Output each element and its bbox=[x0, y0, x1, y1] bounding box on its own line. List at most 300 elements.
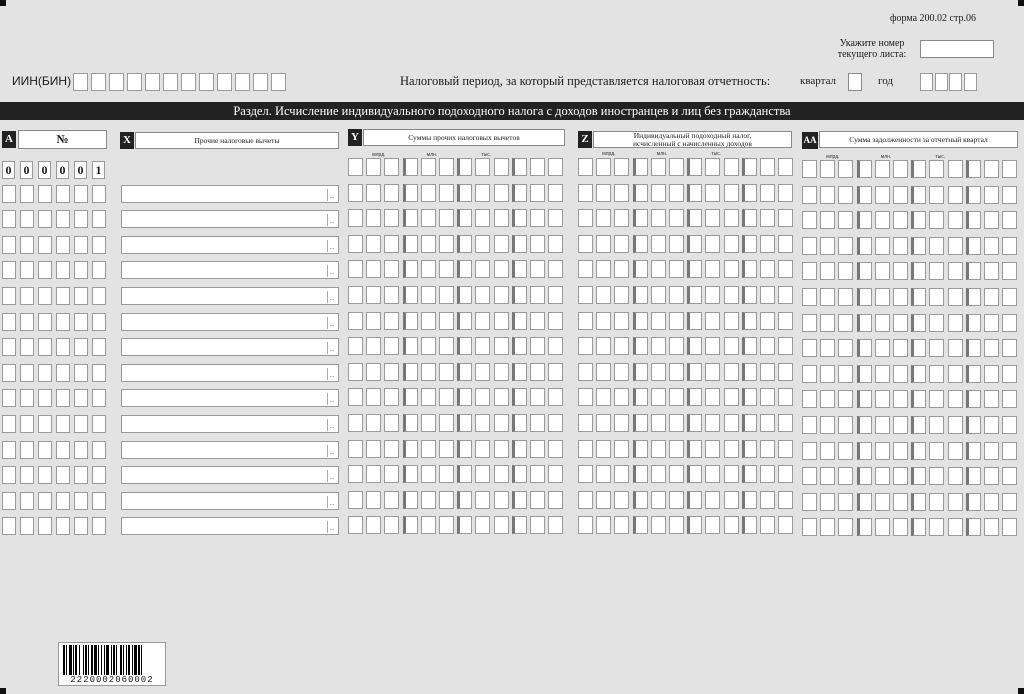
col-aa-digit-cell[interactable] bbox=[948, 416, 963, 434]
row-number-cell[interactable] bbox=[20, 492, 34, 510]
row-number-cell[interactable] bbox=[38, 441, 52, 459]
col-z-digit-cell[interactable] bbox=[705, 260, 720, 278]
col-aa-digit-cell[interactable] bbox=[911, 518, 926, 536]
col-aa-digit-cell[interactable] bbox=[1002, 211, 1017, 229]
col-aa-digit-cell[interactable] bbox=[911, 160, 926, 178]
col-aa-digit-cell[interactable] bbox=[966, 416, 981, 434]
col-z-digit-cell[interactable] bbox=[705, 388, 720, 406]
col-y-digit-cell[interactable] bbox=[421, 440, 436, 458]
row-number-cell[interactable] bbox=[2, 364, 16, 382]
col-z-digit-cell[interactable] bbox=[578, 184, 593, 202]
col-z-digit-cell[interactable] bbox=[669, 414, 684, 432]
col-z-digit-cell[interactable] bbox=[578, 337, 593, 355]
col-y-digit-cell[interactable] bbox=[512, 491, 527, 509]
col-y-digit-cell[interactable] bbox=[403, 209, 418, 227]
col-z-digit-cell[interactable] bbox=[687, 209, 702, 227]
col-aa-digit-cell[interactable] bbox=[948, 288, 963, 306]
col-y-digit-cell[interactable] bbox=[348, 516, 363, 534]
row-number-cell[interactable] bbox=[2, 415, 16, 433]
x-field-dropdown-icon[interactable]: ... bbox=[327, 265, 336, 277]
col-z-digit-cell[interactable] bbox=[633, 337, 648, 355]
col-aa-digit-cell[interactable] bbox=[1002, 339, 1017, 357]
col-aa-digit-cell[interactable] bbox=[984, 442, 999, 460]
col-y-digit-cell[interactable] bbox=[494, 158, 509, 176]
col-z-digit-cell[interactable] bbox=[760, 516, 775, 534]
col-aa-digit-cell[interactable] bbox=[984, 416, 999, 434]
col-z-digit-cell[interactable] bbox=[724, 491, 739, 509]
col-z-digit-cell[interactable] bbox=[614, 414, 629, 432]
col-z-digit-cell[interactable] bbox=[633, 286, 648, 304]
col-y-digit-cell[interactable] bbox=[494, 516, 509, 534]
col-z-digit-cell[interactable] bbox=[633, 465, 648, 483]
col-z-digit-cell[interactable] bbox=[778, 516, 793, 534]
col-aa-digit-cell[interactable] bbox=[1002, 390, 1017, 408]
x-deduction-field[interactable] bbox=[121, 338, 339, 356]
col-aa-digit-cell[interactable] bbox=[820, 160, 835, 178]
col-z-digit-cell[interactable] bbox=[633, 491, 648, 509]
col-z-digit-cell[interactable] bbox=[669, 440, 684, 458]
year-digit-cell[interactable] bbox=[935, 73, 948, 91]
col-aa-digit-cell[interactable] bbox=[984, 288, 999, 306]
col-z-digit-cell[interactable] bbox=[724, 260, 739, 278]
row-number-cell[interactable] bbox=[20, 441, 34, 459]
row-number-cell[interactable] bbox=[92, 364, 106, 382]
col-z-digit-cell[interactable] bbox=[651, 158, 666, 176]
col-y-digit-cell[interactable] bbox=[439, 235, 454, 253]
col-z-digit-cell[interactable] bbox=[760, 286, 775, 304]
col-z-digit-cell[interactable] bbox=[578, 260, 593, 278]
col-aa-digit-cell[interactable] bbox=[893, 467, 908, 485]
col-aa-digit-cell[interactable] bbox=[875, 160, 890, 178]
col-z-digit-cell[interactable] bbox=[778, 388, 793, 406]
col-z-digit-cell[interactable] bbox=[724, 363, 739, 381]
x-field-dropdown-icon[interactable]: ... bbox=[327, 393, 336, 405]
row-number-cell[interactable] bbox=[56, 517, 70, 535]
row-number-cell[interactable] bbox=[38, 338, 52, 356]
x-deduction-field[interactable] bbox=[121, 364, 339, 382]
row-number-cell[interactable] bbox=[56, 313, 70, 331]
row-number-cell[interactable] bbox=[38, 415, 52, 433]
col-y-digit-cell[interactable] bbox=[384, 388, 399, 406]
quarter-input[interactable] bbox=[848, 73, 862, 91]
col-y-digit-cell[interactable] bbox=[548, 440, 563, 458]
col-y-digit-cell[interactable] bbox=[403, 235, 418, 253]
col-y-digit-cell[interactable] bbox=[512, 414, 527, 432]
row-number-cell[interactable] bbox=[92, 441, 106, 459]
col-y-digit-cell[interactable] bbox=[384, 235, 399, 253]
col-aa-digit-cell[interactable] bbox=[820, 186, 835, 204]
col-y-digit-cell[interactable] bbox=[366, 440, 381, 458]
col-aa-digit-cell[interactable] bbox=[838, 211, 853, 229]
col-z-digit-cell[interactable] bbox=[742, 516, 757, 534]
col-y-digit-cell[interactable] bbox=[494, 465, 509, 483]
col-z-digit-cell[interactable] bbox=[633, 516, 648, 534]
col-aa-digit-cell[interactable] bbox=[802, 416, 817, 434]
col-aa-digit-cell[interactable] bbox=[984, 314, 999, 332]
col-y-digit-cell[interactable] bbox=[548, 235, 563, 253]
col-y-digit-cell[interactable] bbox=[421, 516, 436, 534]
col-y-digit-cell[interactable] bbox=[457, 209, 472, 227]
col-y-digit-cell[interactable] bbox=[548, 158, 563, 176]
col-z-digit-cell[interactable] bbox=[651, 491, 666, 509]
col-z-digit-cell[interactable] bbox=[614, 337, 629, 355]
col-aa-digit-cell[interactable] bbox=[911, 493, 926, 511]
col-aa-digit-cell[interactable] bbox=[893, 442, 908, 460]
col-y-digit-cell[interactable] bbox=[348, 184, 363, 202]
col-y-digit-cell[interactable] bbox=[548, 209, 563, 227]
col-y-digit-cell[interactable] bbox=[439, 388, 454, 406]
col-aa-digit-cell[interactable] bbox=[984, 390, 999, 408]
col-aa-digit-cell[interactable] bbox=[929, 442, 944, 460]
col-y-digit-cell[interactable] bbox=[530, 158, 545, 176]
col-y-digit-cell[interactable] bbox=[403, 491, 418, 509]
row-number-cell[interactable] bbox=[2, 313, 16, 331]
col-y-digit-cell[interactable] bbox=[421, 209, 436, 227]
x-deduction-field[interactable] bbox=[121, 415, 339, 433]
col-z-digit-cell[interactable] bbox=[760, 209, 775, 227]
row-number-cell[interactable] bbox=[56, 185, 70, 203]
x-field-dropdown-icon[interactable]: ... bbox=[327, 470, 336, 482]
col-aa-digit-cell[interactable] bbox=[893, 160, 908, 178]
col-y-digit-cell[interactable] bbox=[403, 465, 418, 483]
row-number-cell[interactable] bbox=[38, 210, 52, 228]
col-y-digit-cell[interactable] bbox=[348, 465, 363, 483]
col-z-digit-cell[interactable] bbox=[760, 491, 775, 509]
row-number-cell[interactable] bbox=[74, 415, 88, 433]
col-y-digit-cell[interactable] bbox=[512, 440, 527, 458]
x-deduction-field[interactable] bbox=[121, 261, 339, 279]
col-y-digit-cell[interactable] bbox=[457, 465, 472, 483]
row-number-cell[interactable] bbox=[20, 389, 34, 407]
col-z-digit-cell[interactable] bbox=[705, 491, 720, 509]
col-aa-digit-cell[interactable] bbox=[984, 211, 999, 229]
col-z-digit-cell[interactable] bbox=[760, 312, 775, 330]
col-aa-digit-cell[interactable] bbox=[838, 186, 853, 204]
col-z-digit-cell[interactable] bbox=[760, 235, 775, 253]
col-aa-digit-cell[interactable] bbox=[966, 186, 981, 204]
col-aa-digit-cell[interactable] bbox=[1002, 288, 1017, 306]
col-aa-digit-cell[interactable] bbox=[820, 339, 835, 357]
col-y-digit-cell[interactable] bbox=[439, 491, 454, 509]
col-aa-digit-cell[interactable] bbox=[802, 160, 817, 178]
col-aa-digit-cell[interactable] bbox=[857, 186, 872, 204]
col-y-digit-cell[interactable] bbox=[403, 184, 418, 202]
col-z-digit-cell[interactable] bbox=[760, 337, 775, 355]
col-aa-digit-cell[interactable] bbox=[1002, 237, 1017, 255]
col-y-digit-cell[interactable] bbox=[403, 312, 418, 330]
x-field-dropdown-icon[interactable]: ... bbox=[327, 521, 336, 533]
col-y-digit-cell[interactable] bbox=[384, 363, 399, 381]
col-y-digit-cell[interactable] bbox=[403, 388, 418, 406]
col-aa-digit-cell[interactable] bbox=[857, 390, 872, 408]
col-y-digit-cell[interactable] bbox=[457, 516, 472, 534]
col-z-digit-cell[interactable] bbox=[651, 363, 666, 381]
col-aa-digit-cell[interactable] bbox=[820, 518, 835, 536]
row-number-cell[interactable] bbox=[92, 210, 106, 228]
col-z-digit-cell[interactable] bbox=[742, 158, 757, 176]
row-number-cell[interactable] bbox=[2, 466, 16, 484]
col-aa-digit-cell[interactable] bbox=[1002, 467, 1017, 485]
col-aa-digit-cell[interactable] bbox=[893, 493, 908, 511]
col-y-digit-cell[interactable] bbox=[421, 158, 436, 176]
row-number-cell[interactable] bbox=[92, 415, 106, 433]
col-y-digit-cell[interactable] bbox=[530, 414, 545, 432]
col-z-digit-cell[interactable] bbox=[778, 286, 793, 304]
col-z-digit-cell[interactable] bbox=[742, 235, 757, 253]
x-deduction-field[interactable] bbox=[121, 185, 339, 203]
col-aa-digit-cell[interactable] bbox=[911, 467, 926, 485]
col-y-digit-cell[interactable] bbox=[439, 312, 454, 330]
row-number-cell[interactable] bbox=[38, 364, 52, 382]
col-z-digit-cell[interactable] bbox=[614, 363, 629, 381]
col-y-digit-cell[interactable] bbox=[494, 414, 509, 432]
col-aa-digit-cell[interactable] bbox=[857, 467, 872, 485]
row-number-cell[interactable] bbox=[38, 287, 52, 305]
col-aa-digit-cell[interactable] bbox=[875, 518, 890, 536]
col-z-digit-cell[interactable] bbox=[614, 260, 629, 278]
col-y-digit-cell[interactable] bbox=[512, 312, 527, 330]
col-z-digit-cell[interactable] bbox=[760, 363, 775, 381]
iin-digit-cell[interactable] bbox=[73, 73, 88, 91]
col-z-digit-cell[interactable] bbox=[614, 440, 629, 458]
col-y-digit-cell[interactable] bbox=[457, 312, 472, 330]
row-number-cell[interactable] bbox=[2, 261, 16, 279]
col-z-digit-cell[interactable] bbox=[578, 465, 593, 483]
col-y-digit-cell[interactable] bbox=[494, 209, 509, 227]
col-z-digit-cell[interactable] bbox=[724, 388, 739, 406]
col-y-digit-cell[interactable] bbox=[384, 337, 399, 355]
col-aa-digit-cell[interactable] bbox=[1002, 442, 1017, 460]
col-aa-digit-cell[interactable] bbox=[857, 493, 872, 511]
col-y-digit-cell[interactable] bbox=[548, 184, 563, 202]
col-z-digit-cell[interactable] bbox=[633, 414, 648, 432]
col-z-digit-cell[interactable] bbox=[687, 235, 702, 253]
col-aa-digit-cell[interactable] bbox=[948, 160, 963, 178]
col-aa-digit-cell[interactable] bbox=[929, 160, 944, 178]
col-z-digit-cell[interactable] bbox=[778, 414, 793, 432]
col-y-digit-cell[interactable] bbox=[439, 465, 454, 483]
col-z-digit-cell[interactable] bbox=[669, 491, 684, 509]
x-field-dropdown-icon[interactable]: ... bbox=[327, 368, 336, 380]
col-z-digit-cell[interactable] bbox=[742, 414, 757, 432]
col-aa-digit-cell[interactable] bbox=[966, 262, 981, 280]
col-z-digit-cell[interactable] bbox=[596, 491, 611, 509]
col-y-digit-cell[interactable] bbox=[457, 363, 472, 381]
col-y-digit-cell[interactable] bbox=[366, 491, 381, 509]
col-y-digit-cell[interactable] bbox=[384, 465, 399, 483]
col-y-digit-cell[interactable] bbox=[530, 312, 545, 330]
row-number-cell[interactable] bbox=[92, 389, 106, 407]
col-aa-digit-cell[interactable] bbox=[893, 262, 908, 280]
col-y-digit-cell[interactable] bbox=[384, 260, 399, 278]
col-y-digit-cell[interactable] bbox=[457, 337, 472, 355]
col-z-digit-cell[interactable] bbox=[778, 465, 793, 483]
col-z-digit-cell[interactable] bbox=[614, 286, 629, 304]
col-y-digit-cell[interactable] bbox=[403, 158, 418, 176]
col-z-digit-cell[interactable] bbox=[651, 235, 666, 253]
col-aa-digit-cell[interactable] bbox=[893, 314, 908, 332]
row-number-cell[interactable] bbox=[92, 492, 106, 510]
col-y-digit-cell[interactable] bbox=[475, 440, 490, 458]
col-z-digit-cell[interactable] bbox=[651, 337, 666, 355]
col-y-digit-cell[interactable] bbox=[512, 260, 527, 278]
col-aa-digit-cell[interactable] bbox=[875, 237, 890, 255]
col-y-digit-cell[interactable] bbox=[421, 260, 436, 278]
col-y-digit-cell[interactable] bbox=[348, 158, 363, 176]
iin-digit-cell[interactable] bbox=[217, 73, 232, 91]
col-y-digit-cell[interactable] bbox=[439, 286, 454, 304]
col-z-digit-cell[interactable] bbox=[596, 414, 611, 432]
col-y-digit-cell[interactable] bbox=[439, 363, 454, 381]
row-number-cell[interactable] bbox=[38, 185, 52, 203]
col-aa-digit-cell[interactable] bbox=[966, 442, 981, 460]
col-y-digit-cell[interactable] bbox=[384, 312, 399, 330]
col-y-digit-cell[interactable] bbox=[366, 286, 381, 304]
col-aa-digit-cell[interactable] bbox=[929, 467, 944, 485]
col-y-digit-cell[interactable] bbox=[403, 414, 418, 432]
col-aa-digit-cell[interactable] bbox=[893, 211, 908, 229]
row-number-cell[interactable] bbox=[20, 185, 34, 203]
col-y-digit-cell[interactable] bbox=[439, 440, 454, 458]
col-y-digit-cell[interactable] bbox=[366, 388, 381, 406]
col-z-digit-cell[interactable] bbox=[633, 235, 648, 253]
x-field-dropdown-icon[interactable]: ... bbox=[327, 342, 336, 354]
col-y-digit-cell[interactable] bbox=[512, 465, 527, 483]
row-number-cell[interactable] bbox=[56, 261, 70, 279]
col-y-digit-cell[interactable] bbox=[348, 414, 363, 432]
col-z-digit-cell[interactable] bbox=[760, 184, 775, 202]
col-y-digit-cell[interactable] bbox=[530, 286, 545, 304]
col-aa-digit-cell[interactable] bbox=[929, 365, 944, 383]
col-z-digit-cell[interactable] bbox=[578, 491, 593, 509]
row-number-cell[interactable] bbox=[38, 492, 52, 510]
col-y-digit-cell[interactable] bbox=[384, 516, 399, 534]
col-y-digit-cell[interactable] bbox=[457, 414, 472, 432]
col-y-digit-cell[interactable] bbox=[512, 363, 527, 381]
col-aa-digit-cell[interactable] bbox=[802, 493, 817, 511]
col-y-digit-cell[interactable] bbox=[475, 184, 490, 202]
row-number-cell[interactable] bbox=[74, 185, 88, 203]
col-aa-digit-cell[interactable] bbox=[911, 339, 926, 357]
col-aa-digit-cell[interactable] bbox=[966, 288, 981, 306]
col-z-digit-cell[interactable] bbox=[705, 312, 720, 330]
col-z-digit-cell[interactable] bbox=[669, 465, 684, 483]
row-number-cell[interactable] bbox=[74, 466, 88, 484]
col-aa-digit-cell[interactable] bbox=[893, 237, 908, 255]
col-y-digit-cell[interactable] bbox=[475, 312, 490, 330]
col-y-digit-cell[interactable] bbox=[348, 440, 363, 458]
year-digit-cell[interactable] bbox=[920, 73, 933, 91]
col-y-digit-cell[interactable] bbox=[366, 337, 381, 355]
row-number-cell[interactable] bbox=[38, 466, 52, 484]
col-aa-digit-cell[interactable] bbox=[857, 365, 872, 383]
col-aa-digit-cell[interactable] bbox=[875, 262, 890, 280]
col-z-digit-cell[interactable] bbox=[614, 388, 629, 406]
col-z-digit-cell[interactable] bbox=[578, 516, 593, 534]
col-y-digit-cell[interactable] bbox=[439, 209, 454, 227]
col-aa-digit-cell[interactable] bbox=[838, 365, 853, 383]
row-number-cell[interactable] bbox=[20, 236, 34, 254]
col-aa-digit-cell[interactable] bbox=[820, 390, 835, 408]
col-z-digit-cell[interactable] bbox=[724, 440, 739, 458]
col-aa-digit-cell[interactable] bbox=[966, 365, 981, 383]
col-y-digit-cell[interactable] bbox=[439, 184, 454, 202]
row-number-cell[interactable] bbox=[38, 236, 52, 254]
col-aa-digit-cell[interactable] bbox=[820, 493, 835, 511]
col-z-digit-cell[interactable] bbox=[578, 388, 593, 406]
col-aa-digit-cell[interactable] bbox=[966, 518, 981, 536]
col-aa-digit-cell[interactable] bbox=[857, 211, 872, 229]
x-deduction-field[interactable] bbox=[121, 441, 339, 459]
col-aa-digit-cell[interactable] bbox=[875, 442, 890, 460]
col-z-digit-cell[interactable] bbox=[651, 388, 666, 406]
col-aa-digit-cell[interactable] bbox=[929, 339, 944, 357]
col-z-digit-cell[interactable] bbox=[742, 491, 757, 509]
col-aa-digit-cell[interactable] bbox=[984, 262, 999, 280]
col-aa-digit-cell[interactable] bbox=[857, 416, 872, 434]
col-y-digit-cell[interactable] bbox=[475, 158, 490, 176]
col-y-digit-cell[interactable] bbox=[548, 516, 563, 534]
col-y-digit-cell[interactable] bbox=[348, 337, 363, 355]
col-aa-digit-cell[interactable] bbox=[948, 339, 963, 357]
col-y-digit-cell[interactable] bbox=[530, 235, 545, 253]
col-z-digit-cell[interactable] bbox=[724, 286, 739, 304]
col-aa-digit-cell[interactable] bbox=[929, 186, 944, 204]
col-aa-digit-cell[interactable] bbox=[875, 288, 890, 306]
col-z-digit-cell[interactable] bbox=[687, 312, 702, 330]
col-y-digit-cell[interactable] bbox=[494, 312, 509, 330]
col-z-digit-cell[interactable] bbox=[687, 184, 702, 202]
row-number-cell[interactable] bbox=[74, 287, 88, 305]
col-y-digit-cell[interactable] bbox=[403, 337, 418, 355]
col-y-digit-cell[interactable] bbox=[348, 209, 363, 227]
col-z-digit-cell[interactable] bbox=[669, 312, 684, 330]
col-z-digit-cell[interactable] bbox=[687, 158, 702, 176]
col-z-digit-cell[interactable] bbox=[742, 363, 757, 381]
col-y-digit-cell[interactable] bbox=[457, 184, 472, 202]
x-deduction-field[interactable] bbox=[121, 466, 339, 484]
col-y-digit-cell[interactable] bbox=[494, 286, 509, 304]
row-number-cell[interactable] bbox=[20, 313, 34, 331]
col-z-digit-cell[interactable] bbox=[596, 363, 611, 381]
col-aa-digit-cell[interactable] bbox=[911, 262, 926, 280]
col-y-digit-cell[interactable] bbox=[384, 184, 399, 202]
row-number-cell[interactable] bbox=[2, 210, 16, 228]
col-y-digit-cell[interactable] bbox=[348, 312, 363, 330]
col-y-digit-cell[interactable] bbox=[348, 260, 363, 278]
col-z-digit-cell[interactable] bbox=[614, 235, 629, 253]
col-z-digit-cell[interactable] bbox=[778, 312, 793, 330]
col-y-digit-cell[interactable] bbox=[366, 158, 381, 176]
col-aa-digit-cell[interactable] bbox=[911, 237, 926, 255]
col-y-digit-cell[interactable] bbox=[475, 235, 490, 253]
col-y-digit-cell[interactable] bbox=[384, 414, 399, 432]
col-aa-digit-cell[interactable] bbox=[1002, 262, 1017, 280]
col-y-digit-cell[interactable] bbox=[530, 516, 545, 534]
col-y-digit-cell[interactable] bbox=[421, 491, 436, 509]
col-aa-digit-cell[interactable] bbox=[857, 160, 872, 178]
row-number-cell[interactable] bbox=[74, 313, 88, 331]
col-aa-digit-cell[interactable] bbox=[875, 339, 890, 357]
col-z-digit-cell[interactable] bbox=[614, 491, 629, 509]
col-y-digit-cell[interactable] bbox=[421, 286, 436, 304]
col-z-digit-cell[interactable] bbox=[669, 286, 684, 304]
col-aa-digit-cell[interactable] bbox=[893, 518, 908, 536]
col-z-digit-cell[interactable] bbox=[633, 440, 648, 458]
year-digit-cell[interactable] bbox=[949, 73, 962, 91]
col-z-digit-cell[interactable] bbox=[614, 184, 629, 202]
row-number-cell[interactable] bbox=[20, 287, 34, 305]
